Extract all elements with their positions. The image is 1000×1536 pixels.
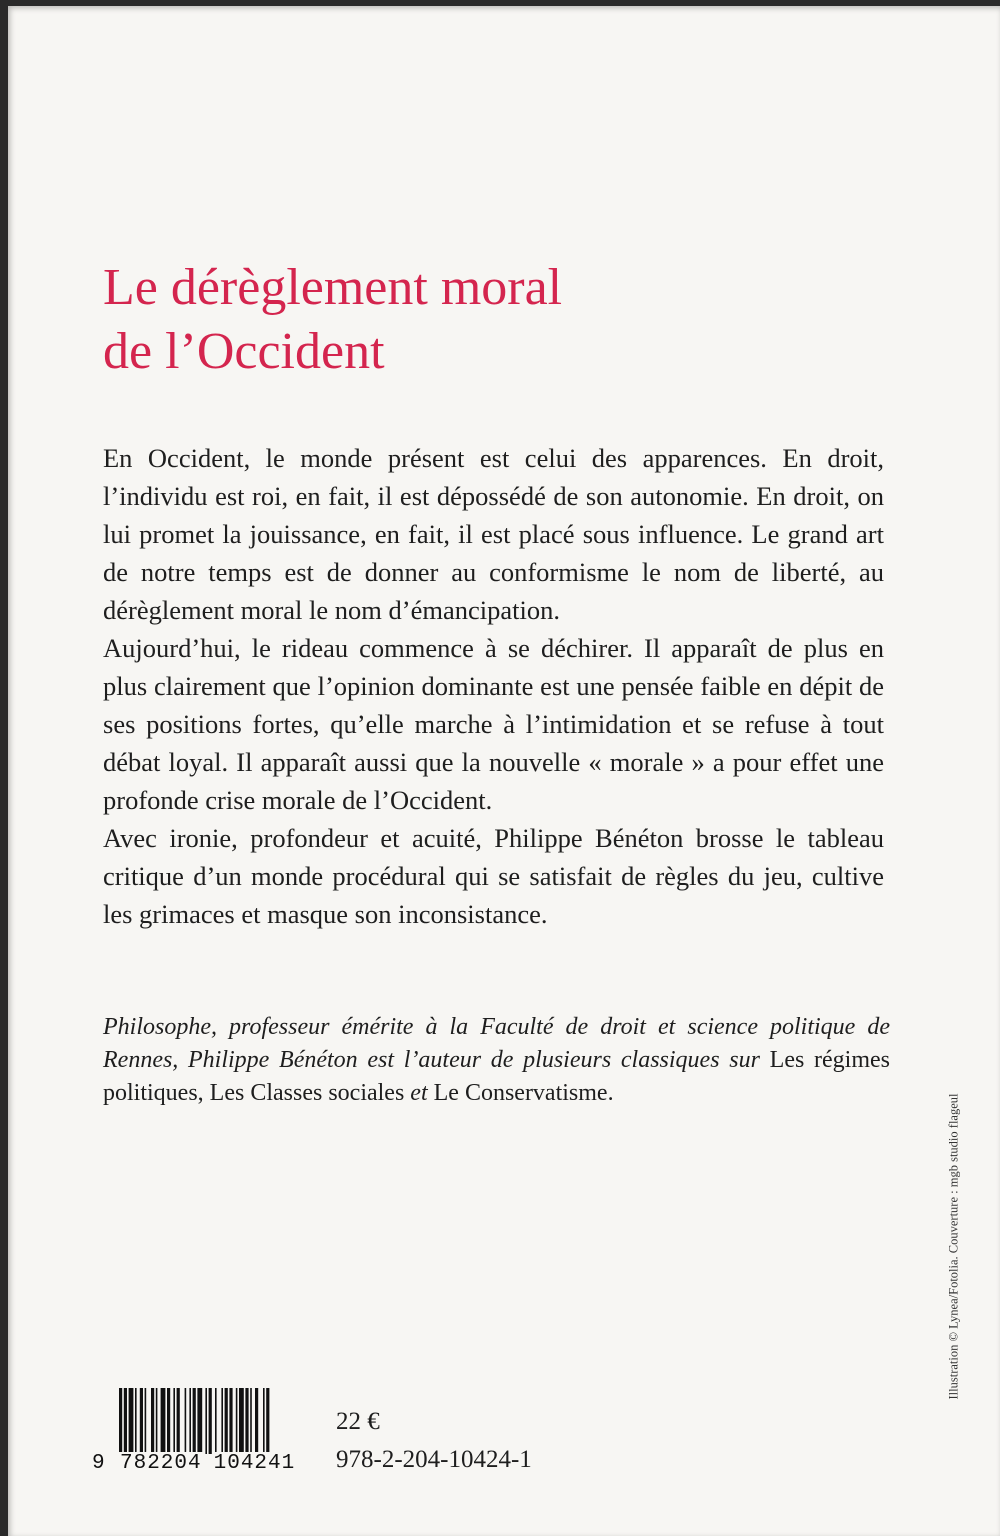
barcode-bar [129,1388,134,1454]
author-work-1: Les régimes politiques, [103,1047,891,1106]
author-work-2: Les Classes sociales [209,1080,405,1106]
book-title-line-2: de l’Occident [103,323,385,380]
barcode-bar [229,1388,232,1454]
barcode-bar [205,1388,207,1454]
barcode-bar [225,1388,228,1454]
barcode-bar [161,1388,166,1454]
barcode-bar [189,1388,191,1454]
barcode-lead-digit: 9 [92,1451,105,1475]
barcode-bar [135,1388,137,1454]
author-bio-text [103,1011,890,1110]
blurb-paragraph-1: En Occident, le monde présent est celui des apparences. En droit, l’individu est roi, en fait, il est dépossédé de son autonomie. En droit, on lui promet la jouissance, en fait, il est placé sous influence. Le grand art de notre temps est de donner au conformisme le nom de liberté, au dérèglement moral le nom d’émancipation. [103,443,884,625]
author-bio-conjunction: et [410,1080,428,1106]
book-title-line-1: Le dérèglement moral [103,259,563,316]
barcode-bar [173,1388,175,1454]
barcode-bar [209,1388,212,1454]
barcode-group-2: 104241 [213,1451,296,1475]
book-title [103,256,803,384]
price: 22 € [336,1408,380,1435]
author-work-3: Le Conservatisme. [433,1080,614,1106]
barcode-bar [215,1388,217,1454]
illustration-credit [936,1036,972,1456]
barcode-bar [245,1388,248,1454]
barcode-bar [250,1388,252,1454]
isbn: 978-2-204-10424-1 [336,1446,532,1473]
barcode-group-1: 782204 [120,1451,202,1475]
barcode-bar [236,1388,238,1454]
barcode-bar [185,1388,187,1454]
barcode-digits [92,1450,318,1476]
author-bio [103,1011,890,1110]
author-bio-intro: Philosophe, professeur émérite à la Faculté de droit et science politique de Rennes, Philippe Bénéton est l’auteur de plusieurs classiques sur [103,1014,890,1073]
blurb-paragraph-3: Avec ironie, profondeur et acuité, Philippe Bénéton brosse le tableau critique d’un monde procédural qui se satisfait de règles du jeu, cultive les grimaces et masque son inconsistance. [103,823,884,929]
barcode-bar [221,1388,223,1454]
barcode-bar [167,1388,170,1454]
barcode-bar [177,1388,180,1454]
barcode-bar [140,1388,143,1454]
barcode-bar [263,1388,265,1454]
blurb-paragraph-2: Aujourd’hui, le rideau commence à se déchirer. Il apparaît de plus en plus clairement que l’opinion dominante est une pensée faible en dépit de ses positions fortes, qu’elle marche à l’intimidation et se refuse à tout débat loyal. Il apparaît aussi que la nouvelle « morale » a pour effet une profonde crise morale de l’Occident. [103,633,884,815]
barcode-bar [239,1388,244,1454]
barcode-bar [156,1388,158,1454]
barcode-bar [255,1388,258,1454]
back-cover [8,6,1000,1536]
barcode-bar [145,1388,147,1454]
barcode-bar [151,1388,154,1454]
illustration-credit-text: Illustration © Lynea/Fotolia. Couverture : mgb studio flageul [946,1093,961,1399]
blurb [103,439,884,933]
